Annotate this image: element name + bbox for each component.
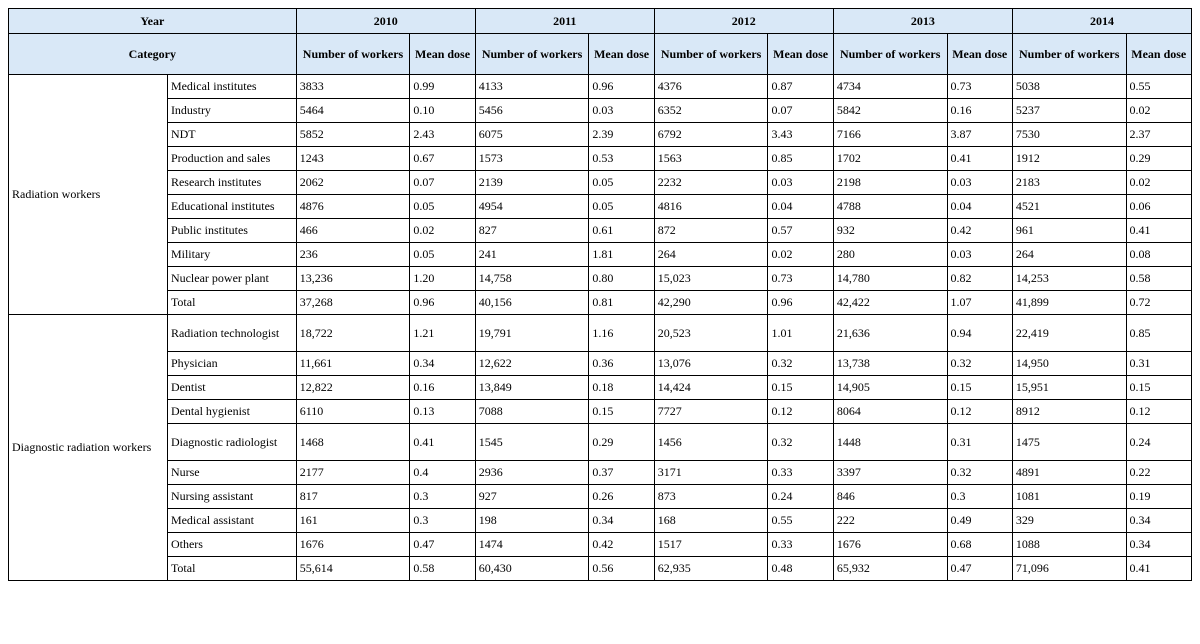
- workers-cell: 1088: [1012, 533, 1126, 557]
- dose-cell: 0.3: [410, 485, 475, 509]
- workers-cell: 5237: [1012, 99, 1126, 123]
- row-label: Total: [167, 557, 296, 581]
- workers-cell: 264: [654, 243, 768, 267]
- workers-cell: 14,905: [833, 376, 947, 400]
- dose-cell: 0.96: [410, 291, 475, 315]
- workers-cell: 168: [654, 509, 768, 533]
- row-label: Nuclear power plant: [167, 267, 296, 291]
- dose-cell: 0.41: [410, 424, 475, 461]
- dose-cell: 0.41: [947, 147, 1012, 171]
- dose-cell: 0.05: [589, 171, 654, 195]
- dose-cell: 0.4: [410, 461, 475, 485]
- dose-cell: 0.57: [768, 219, 833, 243]
- year-2013-header: 2013: [833, 9, 1012, 34]
- dose-cell: 0.3: [947, 485, 1012, 509]
- workers-cell: 198: [475, 509, 589, 533]
- workers-header: Number of workers: [654, 34, 768, 75]
- workers-cell: 13,076: [654, 352, 768, 376]
- workers-cell: 1468: [296, 424, 410, 461]
- table-container: [8, 8, 1192, 581]
- workers-cell: 927: [475, 485, 589, 509]
- row-label: Physician: [167, 352, 296, 376]
- workers-cell: 12,822: [296, 376, 410, 400]
- workers-cell: 961: [1012, 219, 1126, 243]
- dose-cell: 0.85: [1126, 315, 1191, 352]
- dose-cell: 0.81: [589, 291, 654, 315]
- row-label: Dentist: [167, 376, 296, 400]
- category-header: Category: [9, 34, 297, 75]
- workers-cell: 40,156: [475, 291, 589, 315]
- workers-cell: 18,722: [296, 315, 410, 352]
- workers-cell: 1702: [833, 147, 947, 171]
- workers-cell: 1563: [654, 147, 768, 171]
- dose-cell: 0.53: [589, 147, 654, 171]
- dose-cell: 0.15: [589, 400, 654, 424]
- dose-cell: 1.81: [589, 243, 654, 267]
- dose-cell: 0.12: [768, 400, 833, 424]
- workers-cell: 14,424: [654, 376, 768, 400]
- workers-cell: 13,849: [475, 376, 589, 400]
- workers-cell: 3397: [833, 461, 947, 485]
- workers-cell: 71,096: [1012, 557, 1126, 581]
- dose-cell: 0.15: [1126, 376, 1191, 400]
- table-row: [9, 291, 1192, 315]
- dose-cell: 2.43: [410, 123, 475, 147]
- dose-cell: 0.31: [947, 424, 1012, 461]
- dose-cell: 0.73: [768, 267, 833, 291]
- dose-cell: 0.02: [1126, 99, 1191, 123]
- year-2012-header: 2012: [654, 9, 833, 34]
- workers-cell: 7166: [833, 123, 947, 147]
- dose-cell: 3.87: [947, 123, 1012, 147]
- dose-cell: 0.56: [589, 557, 654, 581]
- workers-cell: 2198: [833, 171, 947, 195]
- workers-cell: 7530: [1012, 123, 1126, 147]
- dose-cell: 0.03: [947, 243, 1012, 267]
- table-row: [9, 557, 1192, 581]
- dose-cell: 1.01: [768, 315, 833, 352]
- workers-cell: 3171: [654, 461, 768, 485]
- dose-cell: 0.80: [589, 267, 654, 291]
- dose-cell: 0.72: [1126, 291, 1191, 315]
- workers-cell: 5464: [296, 99, 410, 123]
- row-label: Diagnostic radiologist: [167, 424, 296, 461]
- table-row: [9, 171, 1192, 195]
- dose-cell: 0.15: [947, 376, 1012, 400]
- workers-cell: 14,950: [1012, 352, 1126, 376]
- dose-cell: 0.16: [410, 376, 475, 400]
- workers-cell: 329: [1012, 509, 1126, 533]
- dose-cell: 0.58: [410, 557, 475, 581]
- table-row: [9, 424, 1192, 461]
- workers-cell: 846: [833, 485, 947, 509]
- group-label: Diagnostic radiation workers: [9, 315, 168, 581]
- dose-cell: 0.05: [410, 195, 475, 219]
- dose-cell: 0.55: [1126, 75, 1191, 99]
- workers-cell: 22,419: [1012, 315, 1126, 352]
- dose-cell: 0.42: [589, 533, 654, 557]
- dose-header: Mean dose: [947, 34, 1012, 75]
- row-label: Public institutes: [167, 219, 296, 243]
- dose-cell: 0.73: [947, 75, 1012, 99]
- dose-cell: 0.05: [589, 195, 654, 219]
- workers-cell: 264: [1012, 243, 1126, 267]
- workers-cell: 4954: [475, 195, 589, 219]
- dose-cell: 0.82: [947, 267, 1012, 291]
- table-row: [9, 99, 1192, 123]
- dose-cell: 0.07: [410, 171, 475, 195]
- table-row: [9, 376, 1192, 400]
- workers-cell: 466: [296, 219, 410, 243]
- dose-cell: 2.39: [589, 123, 654, 147]
- dose-cell: 0.13: [410, 400, 475, 424]
- row-label: Educational institutes: [167, 195, 296, 219]
- dose-cell: 0.22: [1126, 461, 1191, 485]
- row-label: Medical institutes: [167, 75, 296, 99]
- dose-cell: 0.02: [768, 243, 833, 267]
- dose-cell: 0.96: [768, 291, 833, 315]
- workers-cell: 7727: [654, 400, 768, 424]
- workers-cell: 222: [833, 509, 947, 533]
- row-label: Others: [167, 533, 296, 557]
- dose-cell: 0.24: [1126, 424, 1191, 461]
- dose-cell: 0.04: [947, 195, 1012, 219]
- dose-cell: 0.96: [589, 75, 654, 99]
- dose-cell: 0.03: [589, 99, 654, 123]
- dose-cell: 0.47: [410, 533, 475, 557]
- workers-cell: 1676: [833, 533, 947, 557]
- row-label: Dental hygienist: [167, 400, 296, 424]
- dose-cell: 0.29: [1126, 147, 1191, 171]
- workers-cell: 161: [296, 509, 410, 533]
- workers-cell: 4891: [1012, 461, 1126, 485]
- table-row: [9, 123, 1192, 147]
- workers-cell: 12,622: [475, 352, 589, 376]
- table-row: [9, 400, 1192, 424]
- workers-cell: 4521: [1012, 195, 1126, 219]
- workers-cell: 2936: [475, 461, 589, 485]
- dose-header: Mean dose: [1126, 34, 1191, 75]
- workers-cell: 4734: [833, 75, 947, 99]
- workers-cell: 4376: [654, 75, 768, 99]
- dose-cell: 0.49: [947, 509, 1012, 533]
- dose-cell: 0.55: [768, 509, 833, 533]
- dose-cell: 0.41: [1126, 557, 1191, 581]
- workers-cell: 1517: [654, 533, 768, 557]
- workers-cell: 8912: [1012, 400, 1126, 424]
- workers-cell: 2139: [475, 171, 589, 195]
- workers-header: Number of workers: [475, 34, 589, 75]
- workers-cell: 1243: [296, 147, 410, 171]
- dose-cell: 0.08: [1126, 243, 1191, 267]
- dose-cell: 0.02: [410, 219, 475, 243]
- dose-cell: 0.34: [589, 509, 654, 533]
- dose-cell: 0.19: [1126, 485, 1191, 509]
- year-2014-header: 2014: [1012, 9, 1191, 34]
- workers-header: Number of workers: [296, 34, 410, 75]
- workers-cell: 932: [833, 219, 947, 243]
- workers-cell: 1573: [475, 147, 589, 171]
- table-row: [9, 243, 1192, 267]
- workers-cell: 2232: [654, 171, 768, 195]
- dose-cell: 0.34: [1126, 533, 1191, 557]
- workers-cell: 41,899: [1012, 291, 1126, 315]
- workers-cell: 2062: [296, 171, 410, 195]
- dose-cell: 0.33: [768, 533, 833, 557]
- workers-cell: 14,758: [475, 267, 589, 291]
- dose-cell: 0.32: [768, 352, 833, 376]
- workers-cell: 5852: [296, 123, 410, 147]
- row-label: Production and sales: [167, 147, 296, 171]
- workers-cell: 1676: [296, 533, 410, 557]
- workers-cell: 37,268: [296, 291, 410, 315]
- workers-cell: 280: [833, 243, 947, 267]
- dose-cell: 0.24: [768, 485, 833, 509]
- dose-table: [8, 8, 1192, 581]
- workers-cell: 15,951: [1012, 376, 1126, 400]
- workers-cell: 3833: [296, 75, 410, 99]
- workers-cell: 1081: [1012, 485, 1126, 509]
- workers-cell: 14,780: [833, 267, 947, 291]
- table-row: [9, 461, 1192, 485]
- workers-cell: 6075: [475, 123, 589, 147]
- group-label: Radiation workers: [9, 75, 168, 315]
- workers-cell: 11,661: [296, 352, 410, 376]
- workers-cell: 4788: [833, 195, 947, 219]
- dose-cell: 0.07: [768, 99, 833, 123]
- workers-cell: 5038: [1012, 75, 1126, 99]
- dose-cell: 0.47: [947, 557, 1012, 581]
- workers-cell: 15,023: [654, 267, 768, 291]
- dose-cell: 0.58: [1126, 267, 1191, 291]
- dose-cell: 0.33: [768, 461, 833, 485]
- dose-cell: 0.85: [768, 147, 833, 171]
- workers-cell: 7088: [475, 400, 589, 424]
- dose-cell: 0.37: [589, 461, 654, 485]
- dose-cell: 0.34: [1126, 509, 1191, 533]
- table-row: [9, 147, 1192, 171]
- workers-cell: 13,738: [833, 352, 947, 376]
- workers-cell: 62,935: [654, 557, 768, 581]
- dose-cell: 0.32: [768, 424, 833, 461]
- table-header: [9, 9, 1192, 75]
- workers-cell: 236: [296, 243, 410, 267]
- workers-cell: 2177: [296, 461, 410, 485]
- dose-cell: 0.68: [947, 533, 1012, 557]
- workers-cell: 873: [654, 485, 768, 509]
- workers-cell: 55,614: [296, 557, 410, 581]
- dose-cell: 3.43: [768, 123, 833, 147]
- row-label: Nursing assistant: [167, 485, 296, 509]
- dose-cell: 0.06: [1126, 195, 1191, 219]
- workers-cell: 8064: [833, 400, 947, 424]
- dose-cell: 0.29: [589, 424, 654, 461]
- header-row-years: [9, 9, 1192, 34]
- workers-cell: 241: [475, 243, 589, 267]
- dose-cell: 1.21: [410, 315, 475, 352]
- workers-cell: 13,236: [296, 267, 410, 291]
- dose-cell: 0.18: [589, 376, 654, 400]
- dose-cell: 0.12: [947, 400, 1012, 424]
- table-row: [9, 352, 1192, 376]
- dose-cell: 0.41: [1126, 219, 1191, 243]
- dose-cell: 0.15: [768, 376, 833, 400]
- table-row: [9, 509, 1192, 533]
- table-row: [9, 75, 1192, 99]
- table-body: [9, 75, 1192, 581]
- dose-header: Mean dose: [768, 34, 833, 75]
- workers-cell: 6352: [654, 99, 768, 123]
- dose-cell: 1.07: [947, 291, 1012, 315]
- dose-cell: 0.3: [410, 509, 475, 533]
- row-label: Research institutes: [167, 171, 296, 195]
- workers-header: Number of workers: [833, 34, 947, 75]
- workers-cell: 60,430: [475, 557, 589, 581]
- workers-cell: 1456: [654, 424, 768, 461]
- workers-cell: 42,422: [833, 291, 947, 315]
- workers-cell: 1474: [475, 533, 589, 557]
- workers-cell: 5456: [475, 99, 589, 123]
- header-row-metrics: [9, 34, 1192, 75]
- workers-header: Number of workers: [1012, 34, 1126, 75]
- workers-cell: 21,636: [833, 315, 947, 352]
- dose-cell: 0.16: [947, 99, 1012, 123]
- workers-cell: 6792: [654, 123, 768, 147]
- workers-cell: 4133: [475, 75, 589, 99]
- row-label: Military: [167, 243, 296, 267]
- workers-cell: 827: [475, 219, 589, 243]
- workers-cell: 5842: [833, 99, 947, 123]
- dose-cell: 1.20: [410, 267, 475, 291]
- dose-cell: 0.10: [410, 99, 475, 123]
- dose-cell: 0.48: [768, 557, 833, 581]
- dose-cell: 2.37: [1126, 123, 1191, 147]
- dose-cell: 0.03: [768, 171, 833, 195]
- dose-cell: 0.05: [410, 243, 475, 267]
- dose-header: Mean dose: [410, 34, 475, 75]
- table-row: [9, 267, 1192, 291]
- year-header: Year: [9, 9, 297, 34]
- table-row: [9, 533, 1192, 557]
- table-row: [9, 219, 1192, 243]
- row-label: Radiation technologist: [167, 315, 296, 352]
- year-2011-header: 2011: [475, 9, 654, 34]
- workers-cell: 1475: [1012, 424, 1126, 461]
- dose-cell: 0.26: [589, 485, 654, 509]
- dose-cell: 0.36: [589, 352, 654, 376]
- dose-cell: 0.87: [768, 75, 833, 99]
- dose-cell: 0.67: [410, 147, 475, 171]
- workers-cell: 6110: [296, 400, 410, 424]
- row-label: Industry: [167, 99, 296, 123]
- dose-cell: 0.12: [1126, 400, 1191, 424]
- workers-cell: 20,523: [654, 315, 768, 352]
- workers-cell: 19,791: [475, 315, 589, 352]
- workers-cell: 42,290: [654, 291, 768, 315]
- dose-cell: 0.31: [1126, 352, 1191, 376]
- dose-cell: 0.03: [947, 171, 1012, 195]
- dose-cell: 0.94: [947, 315, 1012, 352]
- dose-cell: 0.04: [768, 195, 833, 219]
- dose-header: Mean dose: [589, 34, 654, 75]
- dose-cell: 0.32: [947, 461, 1012, 485]
- workers-cell: 817: [296, 485, 410, 509]
- row-label: Total: [167, 291, 296, 315]
- dose-cell: 0.42: [947, 219, 1012, 243]
- dose-cell: 0.34: [410, 352, 475, 376]
- workers-cell: 14,253: [1012, 267, 1126, 291]
- row-label: NDT: [167, 123, 296, 147]
- workers-cell: 1912: [1012, 147, 1126, 171]
- workers-cell: 1448: [833, 424, 947, 461]
- table-row: [9, 315, 1192, 352]
- row-label: Nurse: [167, 461, 296, 485]
- workers-cell: 872: [654, 219, 768, 243]
- workers-cell: 4816: [654, 195, 768, 219]
- dose-cell: 1.16: [589, 315, 654, 352]
- workers-cell: 4876: [296, 195, 410, 219]
- table-row: [9, 485, 1192, 509]
- workers-cell: 65,932: [833, 557, 947, 581]
- year-2010-header: 2010: [296, 9, 475, 34]
- workers-cell: 2183: [1012, 171, 1126, 195]
- dose-cell: 0.99: [410, 75, 475, 99]
- dose-cell: 0.02: [1126, 171, 1191, 195]
- dose-cell: 0.32: [947, 352, 1012, 376]
- workers-cell: 1545: [475, 424, 589, 461]
- dose-cell: 0.61: [589, 219, 654, 243]
- row-label: Medical assistant: [167, 509, 296, 533]
- table-row: [9, 195, 1192, 219]
